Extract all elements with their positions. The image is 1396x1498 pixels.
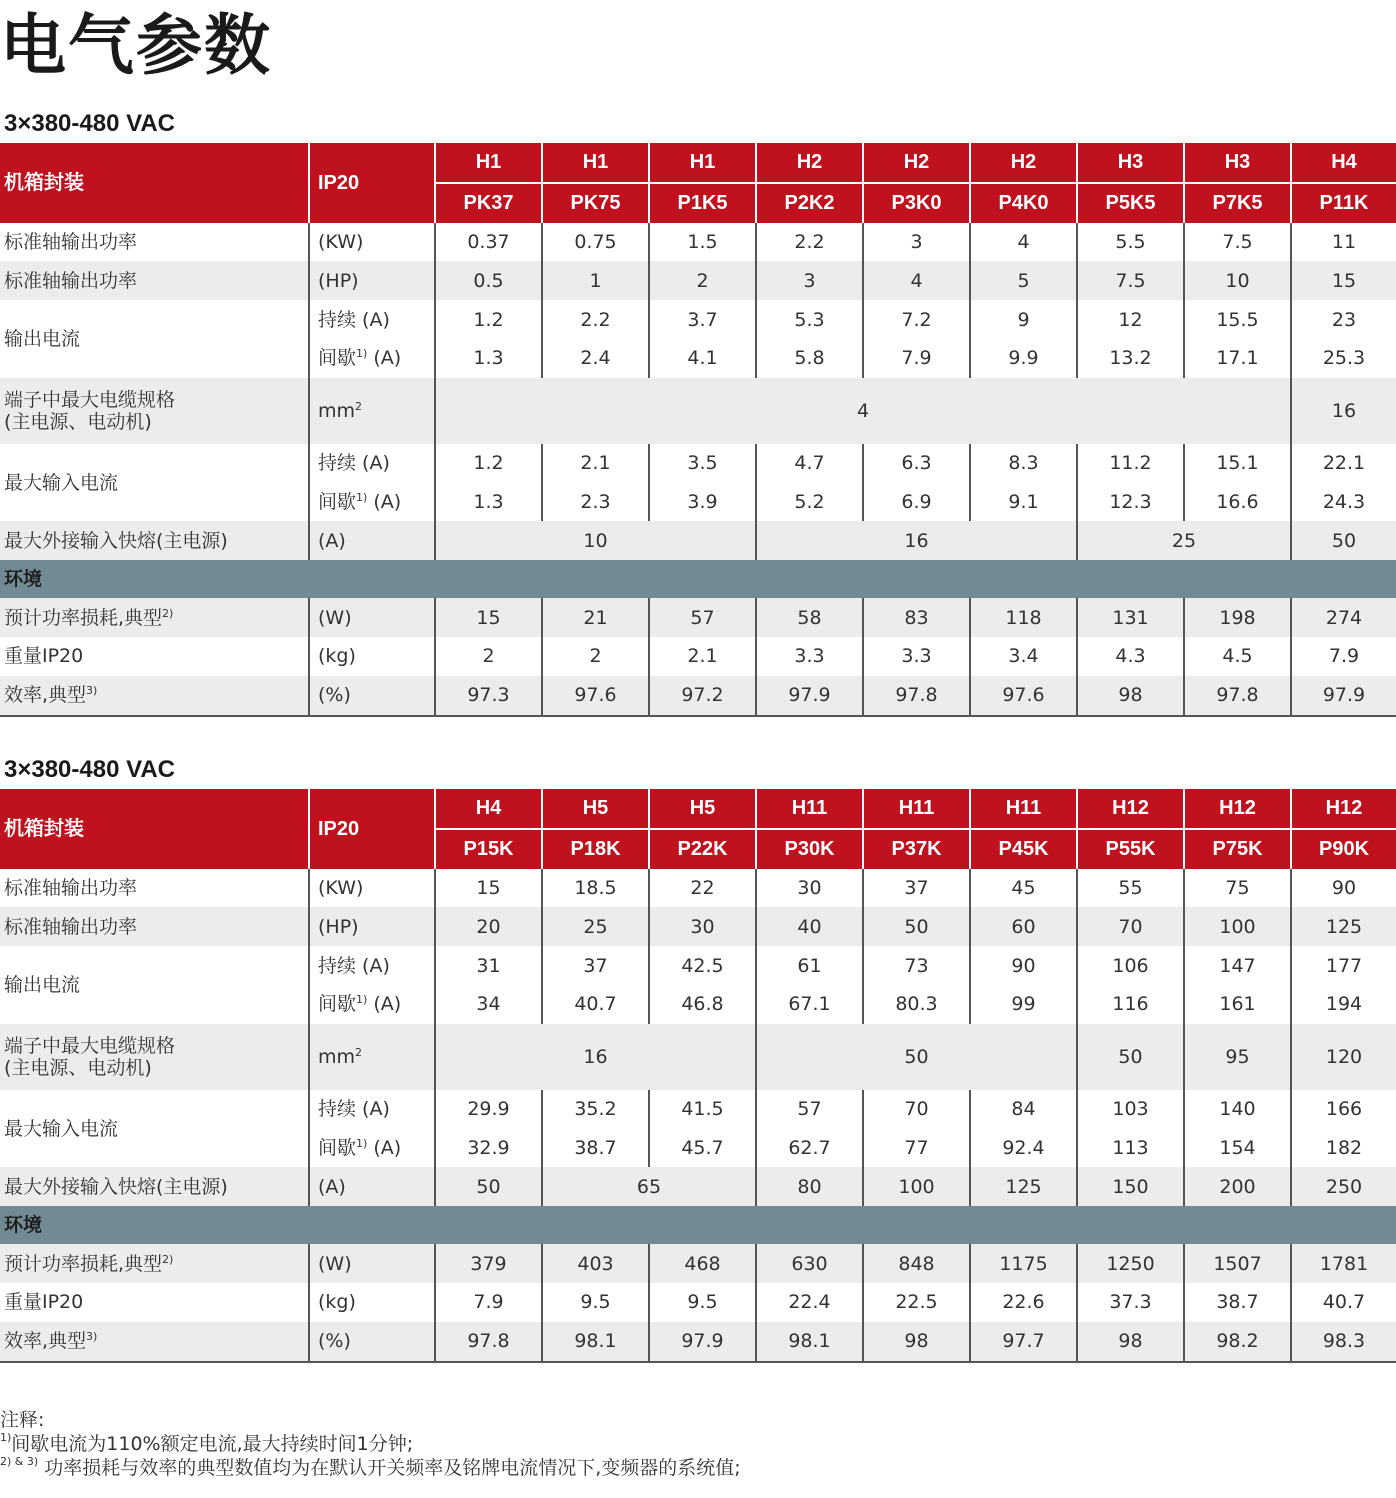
efficiency-unit: (%) [309,676,435,716]
power-loss-value: 1507 [1184,1244,1291,1283]
efficiency-label: 效率,典型$^{3)}$ [0,1322,309,1362]
input-current-inter-row-value: 45.7 [649,1129,756,1168]
input-current-cont-row-unit: 持续 (A) [309,444,435,483]
efficiency-value: 97.8 [863,676,970,716]
output-current-inter-row-value: 194 [1291,985,1396,1024]
model-code: PK75 [542,183,649,223]
efficiency-value: 98.3 [1291,1322,1396,1362]
input-current-inter-row-value: 3.9 [649,483,756,522]
efficiency-unit: (%) [309,1322,435,1362]
shaft-power-hp-row-value: 20 [435,907,542,946]
output-current-cont-row-value: 1.2 [435,300,542,339]
shaft-power-kw-row-value: 5.5 [1077,223,1184,262]
shaft-power-hp-row-value: 25 [542,907,649,946]
efficiency-label: 效率,典型$^{3)}$ [0,676,309,716]
shaft-power-hp-row-label: 标准轴输出功率 [0,907,309,946]
footnotes [0,1408,741,1480]
output-current-cont-row-value: 3.7 [649,300,756,339]
output-current-inter-row-value: 80.3 [863,985,970,1024]
shaft-power-hp-row-value: 2 [649,261,756,300]
shaft-power-kw-row-value: 11 [1291,223,1396,262]
shaft-power-kw-row-value: 0.75 [542,223,649,262]
weight-row [0,1283,1396,1322]
shaft-power-kw-row-value: 3 [863,223,970,262]
model-code: P75K [1184,829,1291,869]
weight-value: 9.5 [649,1283,756,1322]
weight-value: 40.7 [1291,1283,1396,1322]
weight-value: 4.3 [1077,637,1184,676]
input-current-cont-row-value: 11.2 [1077,444,1184,483]
model-code: PK37 [435,183,542,223]
model-code: P7K5 [1184,183,1291,223]
output-current-inter-row-value: 2.4 [542,339,649,378]
power-loss-value: 379 [435,1244,542,1283]
environment-row [0,560,1396,598]
output-current-cont-row-value: 12 [1077,300,1184,339]
environment-label: 环境 [0,560,1396,598]
shaft-power-kw-row-value: 37 [863,869,970,908]
input-current-inter-row-value: 16.6 [1184,483,1291,522]
frame-size: H12 [1077,789,1184,829]
model-code: P15K [435,829,542,869]
weight-value: 3.3 [863,637,970,676]
cable-size-row [0,378,1396,444]
efficiency-value: 97.2 [649,676,756,716]
efficiency-value: 98.1 [542,1322,649,1362]
header-row-frames [0,789,1396,829]
output-current-cont-row-value: 31 [435,946,542,985]
input-current-cont-row-label: 最大输入电流 [4,1117,119,1140]
power-loss-value: 131 [1077,598,1184,637]
input-current-cont-row-value: 1.2 [435,444,542,483]
output-current-inter-row-value: 67.1 [756,985,863,1024]
frame-size: H2 [756,143,863,183]
power-loss-label: 预计功率损耗,典型$^{2)}$ [0,1244,309,1283]
input-current-inter-row-value: 1.3 [435,483,542,522]
output-current-inter-row-value: 161 [1184,985,1291,1024]
fuse-value: 65 [542,1167,756,1206]
output-current-inter-row-value: 13.2 [1077,339,1184,378]
power-loss-row [0,1244,1396,1283]
input-current-inter-row-unit: 间歇$^{1)}$ (A) [309,1129,435,1168]
efficiency-value: 97.8 [1184,676,1291,716]
output-current-inter-row-value: 1.3 [435,339,542,378]
fuse-value: 150 [1077,1167,1184,1206]
input-current-inter-row-value: 182 [1291,1129,1396,1168]
cable-size-value: 16 [1291,378,1396,444]
weight-unit: (kg) [309,637,435,676]
output-current-inter-row-value: 34 [435,985,542,1024]
fuse-value: 80 [756,1167,863,1206]
header-row-frames [0,143,1396,183]
fuse-value: 125 [970,1167,1077,1206]
weight-row [0,637,1396,676]
output-current-inter-row-value: 40.7 [542,985,649,1024]
shaft-power-kw-row-value: 2.2 [756,223,863,262]
output-current-inter-row-value: 17.1 [1184,339,1291,378]
output-current-cont-row-value: 37 [542,946,649,985]
weight-value: 2 [435,637,542,676]
frame-size: H5 [649,789,756,829]
fuse-value: 10 [435,521,756,560]
output-current-cont-row-value: 106 [1077,946,1184,985]
efficiency-value: 98 [863,1322,970,1362]
environment-row [0,1206,1396,1244]
shaft-power-kw-row-value: 45 [970,869,1077,908]
input-current-cont-row-value: 140 [1184,1090,1291,1129]
shaft-power-hp-row-value: 0.5 [435,261,542,300]
weight-value: 7.9 [435,1283,542,1322]
power-loss-value: 468 [649,1244,756,1283]
weight-value: 3.3 [756,637,863,676]
output-current-cont-row-value: 90 [970,946,1077,985]
shaft-power-kw-row-value: 1.5 [649,223,756,262]
power-loss-value: 403 [542,1244,649,1283]
output-current-cont-row-value: 5.3 [756,300,863,339]
note-2: $^{2) \& 3)}$ 功率损耗与效率的典型数值均为在默认开关频率及铭牌电流情况下,变频器的系统值; [0,1455,741,1479]
power-loss-row [0,598,1396,637]
power-loss-value: 274 [1291,598,1396,637]
efficiency-row [0,1322,1396,1362]
fuse-unit: (A) [309,521,435,560]
cable-size-unit: $mm^2$ [309,1024,435,1090]
fuse-unit: (A) [309,1167,435,1206]
shaft-power-kw-row-unit: (KW) [309,223,435,262]
output-current-cont-row-value: 23 [1291,300,1396,339]
weight-value: 7.9 [1291,637,1396,676]
efficiency-row [0,676,1396,716]
model-code: P30K [756,829,863,869]
model-code: P45K [970,829,1077,869]
efficiency-value: 97.9 [649,1322,756,1362]
cable-size-value: 120 [1291,1024,1396,1090]
cable-size-value: 4 [435,378,1291,444]
weight-value: 37.3 [1077,1283,1184,1322]
shaft-power-hp-row-label: 标准轴输出功率 [0,261,309,300]
shaft-power-hp-row-value: 100 [1184,907,1291,946]
shaft-power-hp-row-value: 125 [1291,907,1396,946]
model-code: P55K [1077,829,1184,869]
model-code: P90K [1291,829,1396,869]
output-current-cont-row-value: 177 [1291,946,1396,985]
power-loss-value: 1175 [970,1244,1077,1283]
power-loss-value: 848 [863,1244,970,1283]
input-current-inter-row-value: 12.3 [1077,483,1184,522]
frame-size: H5 [542,789,649,829]
shaft-power-kw-row-value: 18.5 [542,869,649,908]
efficiency-value: 98.2 [1184,1322,1291,1362]
cable-size-row [0,1024,1396,1090]
weight-value: 2.1 [649,637,756,676]
shaft-power-hp-row [0,907,1396,946]
output-current-cont-row-unit: 持续 (A) [309,300,435,339]
input-current-cont-row-value: 2.1 [542,444,649,483]
ip-rating: IP20 [309,789,435,869]
fuse-value: 200 [1184,1167,1291,1206]
section-title-1: 3×380-480 VAC [4,110,175,137]
output-current-inter-row-value: 99 [970,985,1077,1024]
input-current-cont-row-value: 166 [1291,1090,1396,1129]
efficiency-value: 97.6 [970,676,1077,716]
efficiency-value: 98 [1077,1322,1184,1362]
input-current-cont-row-value: 15.1 [1184,444,1291,483]
frame-size: H1 [435,143,542,183]
output-current-cont-row-unit: 持续 (A) [309,946,435,985]
input-current-cont-row-value: 84 [970,1090,1077,1129]
input-current-cont-row-label: 最大输入电流 [4,471,119,494]
efficiency-value: 97.8 [435,1322,542,1362]
section-title-2: 3×380-480 VAC [4,756,175,783]
input-current-inter-row-value: 77 [863,1129,970,1168]
shaft-power-hp-row-unit: (HP) [309,261,435,300]
cable-size-label: 端子中最大电缆规格 (主电源、电动机) [0,378,309,444]
ip-rating: IP20 [309,143,435,223]
cable-size-value: 95 [1184,1024,1291,1090]
input-current-cont-row-value: 3.5 [649,444,756,483]
cable-size-label: 端子中最大电缆规格 (主电源、电动机) [0,1024,309,1090]
power-loss-value: 21 [542,598,649,637]
input-current-cont-row-value: 103 [1077,1090,1184,1129]
cable-size-unit: $mm^2$ [309,378,435,444]
input-current-cont-row-value: 57 [756,1090,863,1129]
model-code: P4K0 [970,183,1077,223]
output-current-cont-row-value: 73 [863,946,970,985]
shaft-power-hp-row-value: 10 [1184,261,1291,300]
output-current-inter-row-value: 7.9 [863,339,970,378]
input-current-inter-row-value: 9.1 [970,483,1077,522]
input-current-cont-row-value: 22.1 [1291,444,1396,483]
weight-value: 38.7 [1184,1283,1291,1322]
shaft-power-kw-row-value: 7.5 [1184,223,1291,262]
weight-value: 22.5 [863,1283,970,1322]
efficiency-value: 97.7 [970,1322,1077,1362]
output-current-inter-row-unit: 间歇$^{1)}$ (A) [309,339,435,378]
input-current-cont-row-value: 35.2 [542,1090,649,1129]
output-current-cont-row-label: 输出电流 [4,973,81,996]
weight-label: 重量IP20 [4,1291,84,1314]
weight-value: 4.5 [1184,637,1291,676]
shaft-power-hp-row-value: 4 [863,261,970,300]
output-current-inter-row-value: 46.8 [649,985,756,1024]
fuse-label: 最大外接输入快熔(主电源) [0,1167,309,1206]
weight-value: 22.6 [970,1283,1077,1322]
frame-size: H12 [1291,789,1396,829]
input-current-cont-row [0,1090,1396,1129]
cable-size-value: 50 [1077,1024,1184,1090]
shaft-power-hp-row-unit: (HP) [309,907,435,946]
shaft-power-hp-row-value: 7.5 [1077,261,1184,300]
efficiency-value: 98 [1077,676,1184,716]
frame-size: H12 [1184,789,1291,829]
output-current-cont-row-value: 147 [1184,946,1291,985]
shaft-power-hp-row [0,261,1396,300]
power-loss-value: 58 [756,598,863,637]
power-loss-value: 1781 [1291,1244,1396,1283]
output-current-cont-row [0,946,1396,985]
efficiency-value: 97.9 [756,676,863,716]
input-current-cont-row-value: 4.7 [756,444,863,483]
cable-size-value: 50 [756,1024,1077,1090]
output-current-cont-row-value: 2.2 [542,300,649,339]
weight-unit: (kg) [309,1283,435,1322]
frame-size: H4 [435,789,542,829]
shaft-power-kw-row-label: 标准轴输出功率 [4,876,138,899]
power-loss-value: 118 [970,598,1077,637]
cable-size-value: 16 [435,1024,756,1090]
model-code: P18K [542,829,649,869]
output-current-cont-row-value: 61 [756,946,863,985]
input-current-cont-row-value: 29.9 [435,1090,542,1129]
power-loss-value: 198 [1184,598,1291,637]
output-current-cont-row-value: 7.2 [863,300,970,339]
shaft-power-hp-row-value: 30 [649,907,756,946]
weight-value: 2 [542,637,649,676]
model-code: P22K [649,829,756,869]
notes-title: 注释: [0,1409,45,1431]
power-loss-value: 57 [649,598,756,637]
shaft-power-hp-row-value: 40 [756,907,863,946]
frame-size: H11 [863,789,970,829]
shaft-power-hp-row-value: 1 [542,261,649,300]
output-current-cont-row-value: 9 [970,300,1077,339]
shaft-power-kw-row [0,869,1396,908]
fuse-value: 50 [1291,521,1396,560]
shaft-power-kw-row-unit: (KW) [309,869,435,908]
input-current-inter-row-value: 113 [1077,1129,1184,1168]
model-code: P37K [863,829,970,869]
shaft-power-hp-row-value: 5 [970,261,1077,300]
frame-size: H2 [970,143,1077,183]
efficiency-value: 97.9 [1291,676,1396,716]
frame-size: H3 [1184,143,1291,183]
efficiency-value: 97.6 [542,676,649,716]
input-current-cont-row-value: 6.3 [863,444,970,483]
efficiency-value: 97.3 [435,676,542,716]
output-current-inter-row-value: 116 [1077,985,1184,1024]
fuse-label: 最大外接输入快熔(主电源) [0,521,309,560]
fuse-row [0,1167,1396,1206]
input-current-inter-row-value: 6.9 [863,483,970,522]
shaft-power-hp-row-value: 15 [1291,261,1396,300]
environment-label: 环境 [0,1206,1396,1244]
frame-size: H2 [863,143,970,183]
input-current-inter-row-value: 24.3 [1291,483,1396,522]
shaft-power-kw-row-value: 30 [756,869,863,908]
spec-table-1 [0,143,1396,717]
weight-value: 3.4 [970,637,1077,676]
fuse-row [0,521,1396,560]
output-current-cont-row-value: 42.5 [649,946,756,985]
page-title: 电气参数 [0,7,272,84]
frame-size: H1 [542,143,649,183]
power-loss-label: 预计功率损耗,典型$^{2)}$ [0,598,309,637]
input-current-cont-row-value: 41.5 [649,1090,756,1129]
input-current-cont-row-value: 70 [863,1090,970,1129]
shaft-power-kw-row-value: 22 [649,869,756,908]
shaft-power-kw-row-value: 75 [1184,869,1291,908]
input-current-inter-row-value: 32.9 [435,1129,542,1168]
shaft-power-kw-row-value: 90 [1291,869,1396,908]
fuse-value: 250 [1291,1167,1396,1206]
power-loss-unit: (W) [309,1244,435,1283]
model-code: P2K2 [756,183,863,223]
input-current-cont-row [0,444,1396,483]
model-code: P3K0 [863,183,970,223]
output-current-inter-row-unit: 间歇$^{1)}$ (A) [309,985,435,1024]
input-current-inter-row-value: 5.2 [756,483,863,522]
input-current-inter-row-unit: 间歇$^{1)}$ (A) [309,483,435,522]
frame-size: H11 [756,789,863,829]
shaft-power-kw-row-value: 55 [1077,869,1184,908]
frame-size: H3 [1077,143,1184,183]
fuse-value: 16 [756,521,1077,560]
enclosure-label: 机箱封装 [0,143,309,223]
note-1: $^{1)}$间歇电流为110%额定电流,最大持续时间1分钟; [0,1431,414,1455]
input-current-inter-row-value: 38.7 [542,1129,649,1168]
input-current-cont-row-unit: 持续 (A) [309,1090,435,1129]
shaft-power-kw-row [0,223,1396,262]
frame-size: H1 [649,143,756,183]
fuse-value: 100 [863,1167,970,1206]
input-current-cont-row-value: 8.3 [970,444,1077,483]
model-code: P11K [1291,183,1396,223]
model-code: P5K5 [1077,183,1184,223]
fuse-value: 25 [1077,521,1291,560]
shaft-power-kw-row-value: 4 [970,223,1077,262]
weight-value: 22.4 [756,1283,863,1322]
input-current-inter-row-value: 92.4 [970,1129,1077,1168]
model-code: P1K5 [649,183,756,223]
output-current-cont-row-label: 输出电流 [4,327,81,350]
output-current-inter-row-value: 4.1 [649,339,756,378]
shaft-power-kw-row-label: 标准轴输出功率 [4,230,138,253]
input-current-inter-row-value: 2.3 [542,483,649,522]
power-loss-value: 630 [756,1244,863,1283]
fuse-value: 50 [435,1167,542,1206]
output-current-inter-row-value: 5.8 [756,339,863,378]
power-loss-value: 1250 [1077,1244,1184,1283]
output-current-inter-row-value: 25.3 [1291,339,1396,378]
shaft-power-kw-row-value: 15 [435,869,542,908]
shaft-power-hp-row-value: 60 [970,907,1077,946]
output-current-cont-row-value: 15.5 [1184,300,1291,339]
spec-table-2 [0,789,1396,1363]
efficiency-value: 98.1 [756,1322,863,1362]
input-current-inter-row-value: 62.7 [756,1129,863,1168]
power-loss-unit: (W) [309,598,435,637]
output-current-inter-row-value: 9.9 [970,339,1077,378]
enclosure-label: 机箱封装 [0,789,309,869]
frame-size: H4 [1291,143,1396,183]
shaft-power-hp-row-value: 50 [863,907,970,946]
power-loss-value: 15 [435,598,542,637]
shaft-power-kw-row-value: 0.37 [435,223,542,262]
frame-size: H11 [970,789,1077,829]
weight-value: 9.5 [542,1283,649,1322]
power-loss-value: 83 [863,598,970,637]
input-current-inter-row-value: 154 [1184,1129,1291,1168]
weight-label: 重量IP20 [4,645,84,668]
shaft-power-hp-row-value: 3 [756,261,863,300]
output-current-cont-row [0,300,1396,339]
shaft-power-hp-row-value: 70 [1077,907,1184,946]
